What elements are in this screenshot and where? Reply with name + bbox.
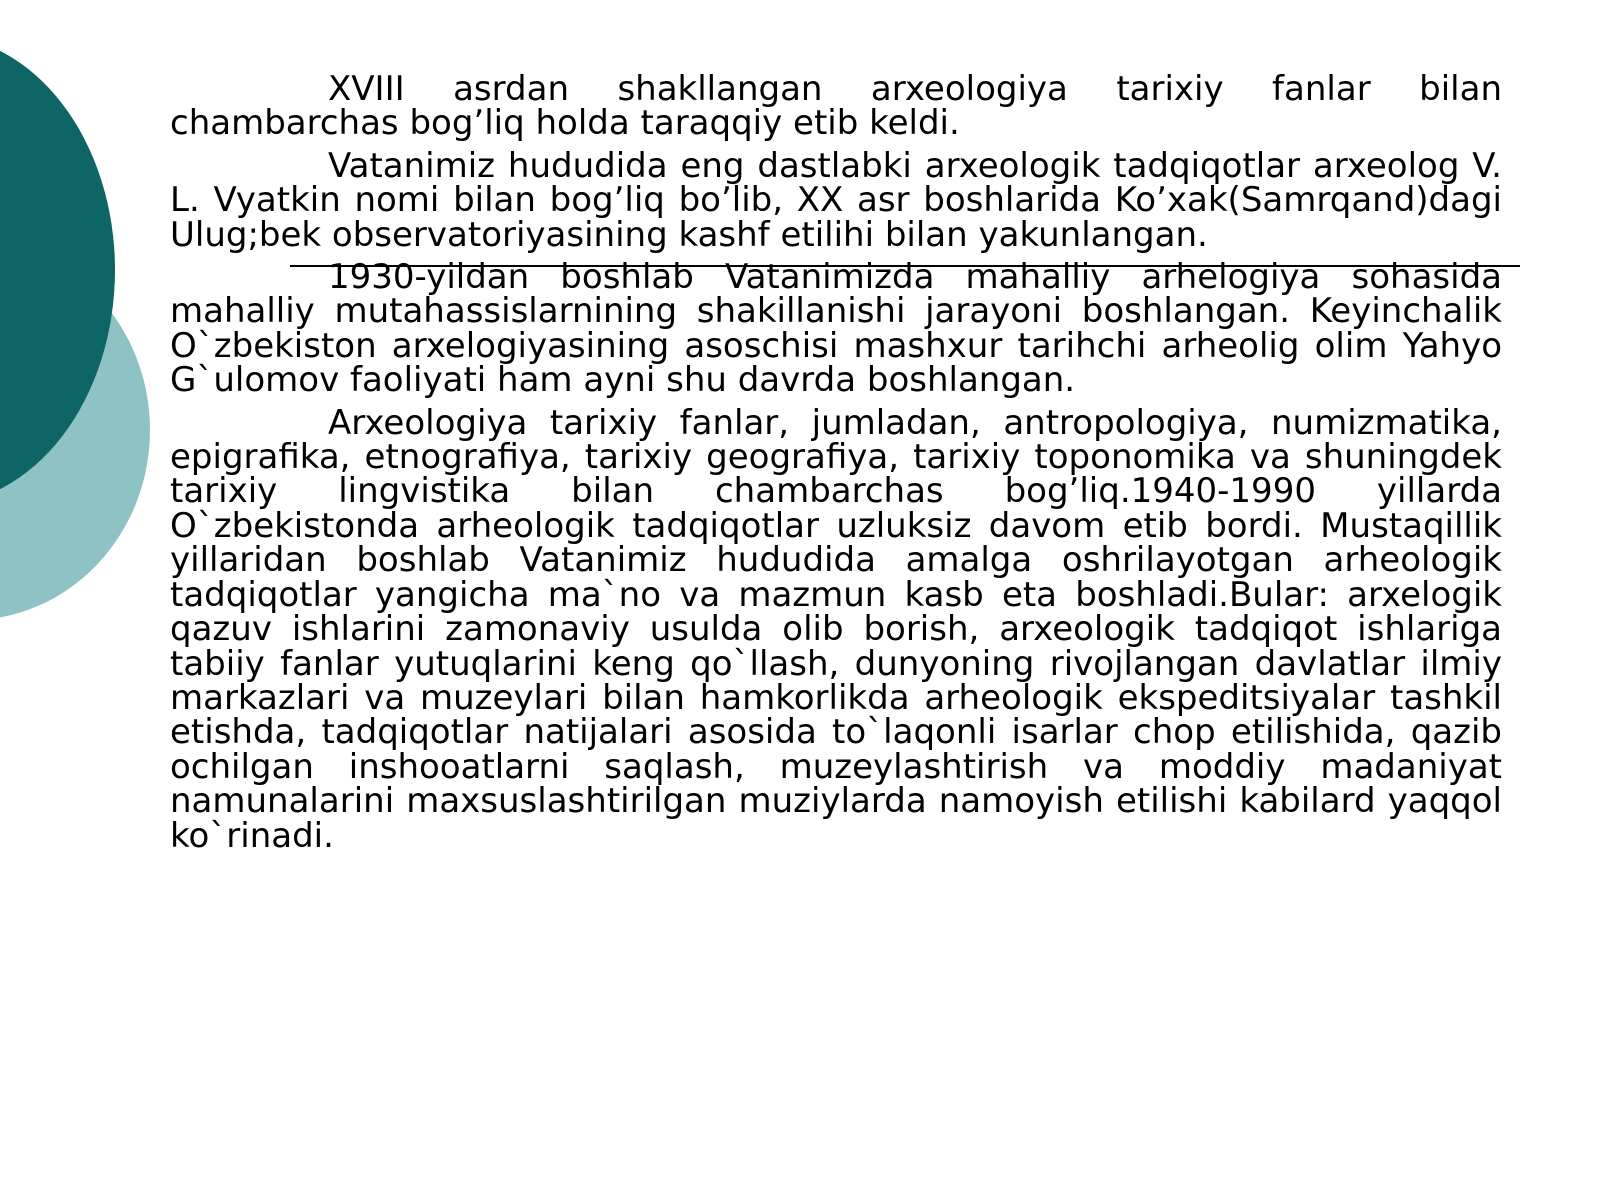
paragraph-intro: XVIII asrdan shakllangan arxeologiya tarixiy fanlar bilan chambarchas bog’liq holda taraqqiy etib keldi. bbox=[170, 69, 1502, 144]
paragraph-local-archaeology: 1930-yildan boshlab Vatanimizda mahalliy arhelogiya sohasida mahalliy mutahassislarnining shakillanishi jarayoni boshlangan. Keyinchalik O`zbekiston arxelogiyasining asoschisi mashxur tarihchi arheolig olim Yahyo G`ulomov faoliyati ham ayni shu davrda boshlangan. bbox=[170, 257, 1502, 401]
paragraph-related-sciences: Arxeologiya tarixiy fanlar, jumladan, antropologiya, numizmatika, epigrafika, etnografiya, tarixiy geografiya, tarixiy toponomika va shuningdek tarixiy lingvistika bilan chambarchas bog’liq.1940-1990 yillarda O`zbekistonda arheologik tadqiqotlar uzluksiz davom etib bordi. Mustaqillik yillaridan boshlab Vatanimiz hududida amalga oshrilayotgan arheologik tadqiqotlar yangicha ma`no va mazmun kasb eta boshladi.Bular: arxelogik qazuv ishlarini zamonaviy usulda olib borish, arxeologik tadqiqot ishlariga tabiiy fanlar yutuqlarini keng qo`llash, dunyoning rivojlangan davlatlar ilmiy markazlari va muzeylari bilan hamkorlikda arheologik ekspeditsiyalar tashkil etishda, tadqiqotlar natijalari asosida to`laqonli isarlar chop etilishida, qazib ochilgan inshooatlarni saqlash, muzeylashtirish va moddiy madaniyat namunalarini maxsuslashtirilgan muziylarda namoyish etilishi kabilard yaqqol ko`rinadi. bbox=[170, 402, 1502, 856]
paragraph-first-research: Vatanimiz hududida eng dastlabki arxeologik tadqiqotlar arxeolog V. L. Vyatkin nomi bilan bog’liq bo’lib, XX asr boshlarida Ko’xak(Samrqand)dagi Ulug;bek observatoriyasining kashf etilihi bilan yakunlangan. bbox=[170, 145, 1502, 255]
slide-text-body bbox=[170, 69, 1502, 861]
